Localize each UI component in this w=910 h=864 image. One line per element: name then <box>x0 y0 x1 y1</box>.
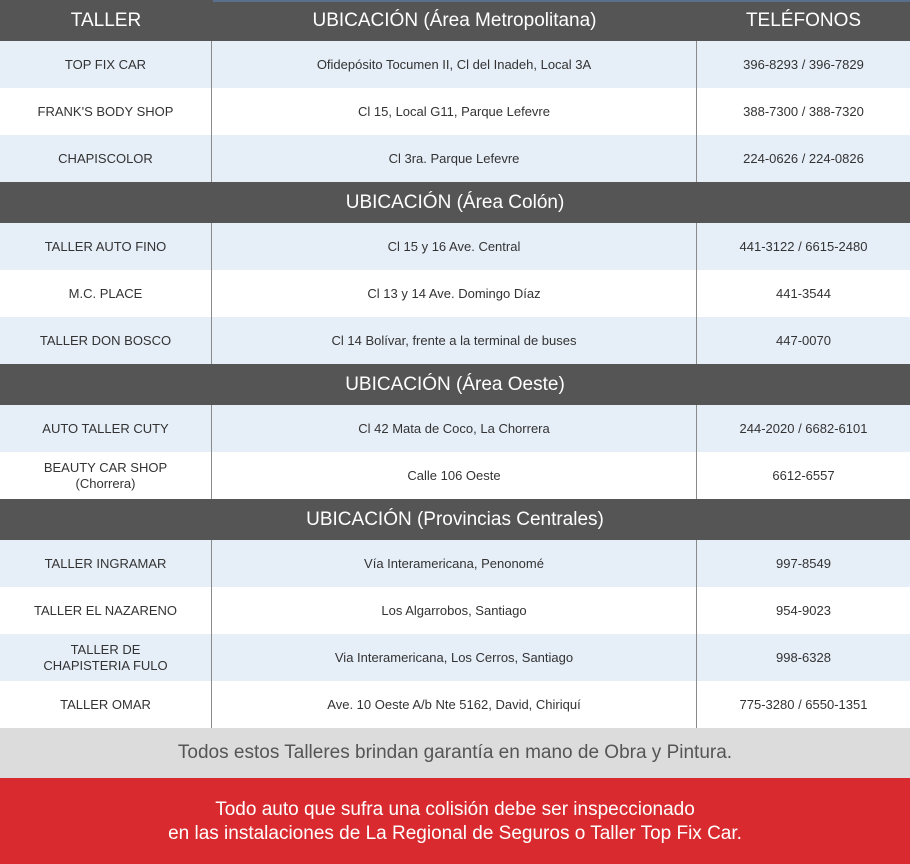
taller-name: TALLER EL NAZARENO <box>0 587 212 634</box>
taller-name: TALLER AUTO FINO <box>0 223 212 270</box>
guarantee-banner: Todos estos Talleres brindan garantía en mano de Obra y Pintura. <box>0 728 910 778</box>
taller-location: Cl 14 Bolívar, frente a la terminal de buses <box>212 317 697 364</box>
taller-name-sub: (Chorrera) <box>75 475 136 491</box>
taller-location: Via Interamericana, Los Cerros, Santiago <box>212 634 697 681</box>
table-row <box>0 88 910 135</box>
taller-phone: 954-9023 <box>776 602 831 618</box>
section-header-oeste: UBICACIÓN (Área Oeste) <box>0 364 910 405</box>
taller-location: Cl 3ra. Parque Lefevre <box>212 135 697 182</box>
notice-line-1: Todo auto que sufra una colisión debe ser inspeccionado <box>215 798 695 820</box>
taller-phone: 224-0626 / 224-0826 <box>743 150 864 166</box>
taller-phone: 396-8293 / 396-7829 <box>743 56 864 72</box>
table-row <box>0 452 910 499</box>
taller-name: TALLER DE <box>70 641 141 657</box>
table-row <box>0 540 910 587</box>
taller-location: Cl 13 y 14 Ave. Domingo Díaz <box>212 270 697 317</box>
taller-location: Vía Interamericana, Penonomé <box>212 540 697 587</box>
section-header-colon: UBICACIÓN (Área Colón) <box>0 182 910 223</box>
table-row <box>0 317 910 364</box>
collision-notice-banner <box>0 778 910 864</box>
taller-phone: 441-3122 / 6615-2480 <box>739 238 868 254</box>
taller-phone: 244-2020 / 6682-6101 <box>739 420 868 436</box>
taller-name-sub: CHAPISTERIA FULO <box>43 657 168 673</box>
top-accent-line <box>213 0 910 2</box>
taller-name: CHAPISCOLOR <box>0 135 212 182</box>
table-row <box>0 135 910 182</box>
table-header <box>0 0 910 41</box>
table-row <box>0 587 910 634</box>
header-ubicacion: UBICACIÓN (Área Metropolitana) <box>312 9 597 31</box>
taller-location: Cl 42 Mata de Coco, La Chorrera <box>212 405 697 452</box>
taller-phone: 447-0070 <box>776 332 831 348</box>
taller-name-cell <box>0 452 212 499</box>
taller-name: TALLER DON BOSCO <box>0 317 212 364</box>
table-row <box>0 41 910 88</box>
table-row <box>0 634 910 681</box>
header-telefonos: TELÉFONOS <box>745 9 862 31</box>
taller-phone: 998-6328 <box>776 649 831 665</box>
taller-name: AUTO TALLER CUTY <box>0 405 212 452</box>
taller-phone: 388-7300 / 388-7320 <box>743 103 864 119</box>
table-row <box>0 223 910 270</box>
table-row <box>0 270 910 317</box>
header-taller: TALLER <box>70 9 142 31</box>
table-row <box>0 405 910 452</box>
taller-location: Ave. 10 Oeste A/b Nte 5162, David, Chiriquí <box>212 681 697 728</box>
taller-name: TOP FIX CAR <box>0 41 212 88</box>
taller-name: FRANK'S BODY SHOP <box>0 88 212 135</box>
taller-name: BEAUTY CAR SHOP <box>43 459 168 475</box>
taller-location: Calle 106 Oeste <box>212 452 697 499</box>
notice-line-2: en las instalaciones de La Regional de Seguros o Taller Top Fix Car. <box>168 822 742 844</box>
taller-phone: 997-8549 <box>776 555 831 571</box>
taller-location: Ofidepósito Tocumen II, Cl del Inadeh, Local 3A <box>212 41 697 88</box>
taller-phone: 6612-6557 <box>772 467 835 483</box>
taller-location: Cl 15, Local G11, Parque Lefevre <box>212 88 697 135</box>
taller-phone: 441-3544 <box>776 285 831 301</box>
taller-name: TALLER OMAR <box>0 681 212 728</box>
taller-location: Los Algarrobos, Santiago <box>212 587 697 634</box>
taller-name: TALLER INGRAMAR <box>0 540 212 587</box>
taller-location: Cl 15 y 16 Ave. Central <box>212 223 697 270</box>
table-row <box>0 681 910 728</box>
section-header-provincias: UBICACIÓN (Provincias Centrales) <box>0 499 910 540</box>
taller-phone: 775-3280 / 6550-1351 <box>739 696 868 712</box>
taller-name: M.C. PLACE <box>0 270 212 317</box>
taller-name-cell <box>0 634 212 681</box>
